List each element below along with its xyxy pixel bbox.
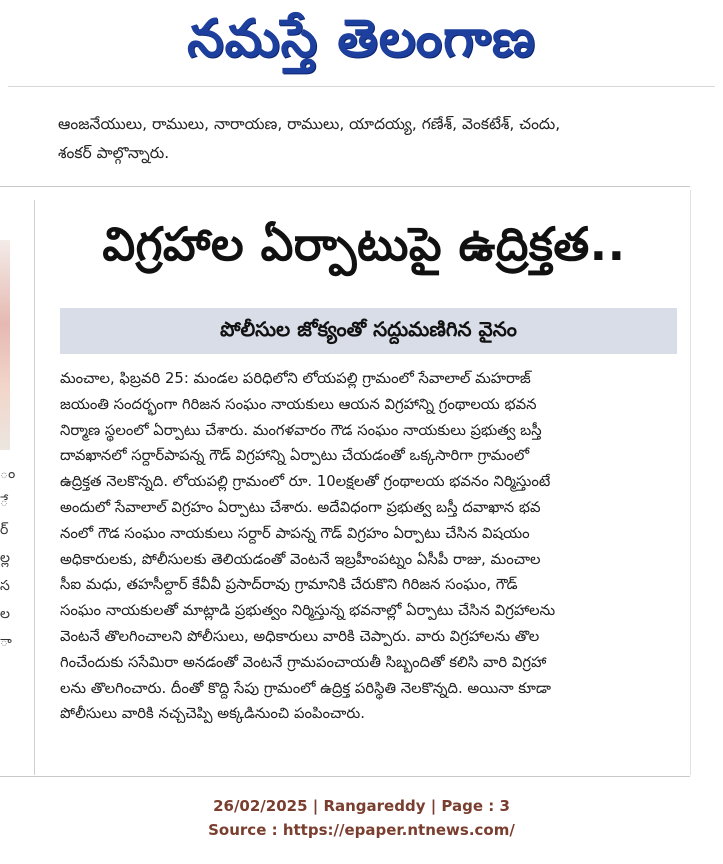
article-body (60, 366, 680, 727)
masthead (0, 0, 723, 78)
article-body-line: మంచాల, ఫిబ్రవరి 25: మండల పరిధిలోని లోయపల్లి గ్రామంలో సేవాలాల్ మహరాజ్ (60, 370, 531, 387)
article-body-line: నిర్మాణ స్థలంలో ఏర్పాటు చేశారు. మంగళవారం గౌడ సంఘం నాయకులు ప్రభుత్వ బస్తీ (60, 421, 542, 439)
previous-article-line: శంకర్ పాల్గొన్నారు. (58, 144, 170, 162)
article-body-line: నంలో గౌడ సంఘం నాయకులు సర్దార్ పాపన్న గౌడ్ విగ్రహం ఏర్పాటు చేసిన విషయం (60, 524, 530, 542)
article-body-line: గించేందుకు ససేమిరా అనడంతో వెంటనే గ్రామపంచాయతీ సిబ్బందితో కలిసి వారి విగ్రహా (60, 653, 547, 671)
fragment: ర్ (0, 522, 9, 538)
fragment: ల (0, 606, 10, 622)
section-divider (0, 186, 690, 187)
top-divider (8, 86, 715, 87)
footer-source-line[interactable]: Source : https://epaper.ntnews.com/ (208, 821, 515, 839)
column-rule (34, 200, 35, 775)
footer-date-line: 26/02/2025 | Rangareddy | Page : 3 (213, 797, 510, 815)
article-body-line: పోలీసులు వారికి నచ్చచెప్పి అక్కడినుంచి పంపించారు. (60, 705, 365, 723)
previous-article-tail (58, 110, 688, 168)
article-body-line: అందులో సేవాలాల్ విగ్రహం ఏర్పాటు చేశారు. అదేవిధంగా ప్రభుత్వ బస్తీ దవాఖాన భవ (60, 498, 541, 516)
bottom-divider (0, 776, 690, 777)
article-body-line: సీఐ మధు, తహసీల్దార్ కేవీవీ ప్రసాద్‌రావు గ్రామానికి చేరుకొని గిరిజన సంఘం, గౌడ్ (60, 576, 518, 594)
fragment: స (0, 578, 10, 594)
newspaper-logo: నమస్తే తెలంగాణ (187, 9, 536, 69)
fragment: ా (0, 634, 12, 650)
previous-article-line: ఆంజనేయులు, రాములు, నారాయణ, రాములు, యాదయ్య, గణేశ్, వెంకటేశ్, చందు, (58, 115, 561, 133)
article-subheadline-box (60, 308, 677, 354)
article-body-line: లను తొలగించారు. దీంతో కొద్ది సేపు గ్రామంలో ఉద్రిక్త పరిస్థితి నెలకొన్నది. అయినా కూడా (60, 679, 551, 697)
article-subheadline: పోలీసుల జోక్యంతో సద్దుమణిగిన వైనం (220, 316, 517, 341)
article-body-line: ఉద్రిక్తత నెలకొన్నది. లోయపల్లి గ్రామంలో రూ. 10లక్షలతో గ్రంథాలయ భవనం నిర్మిస్తుంటే (60, 473, 551, 491)
fragment: ే (0, 494, 9, 510)
article-headline: విగ్రహాల ఏర్పాటుపై ఉద్రిక్తత.. (102, 217, 626, 271)
article-body-line: దావఖానలో సర్దార్‌పాపన్న గౌడ్ విగ్రహాన్ని ఏర్పాటు చేయడంతో ఒక్కసారిగా గ్రామంలో (60, 447, 530, 465)
fragment: ం (0, 466, 16, 482)
page-footer (0, 794, 723, 842)
article-body-line: జయంతి సందర్భంగా గిరిజన సంఘం నాయకులు ఆయన విగ్రహాన్ని గ్రంథాలయ భవన (60, 395, 537, 413)
article-body-line: సంఘం నాయకులతో మాట్లాడి ప్రభుత్వం నిర్మిస్తున్న భవనాల్లో ఏర్పాటు చేసిన విగ్రహాలను (60, 602, 556, 620)
article-body-line: వెంటనే తొలగించాలని పోలీసులు, అధికారులు వారికి చెప్పారు. వారు విగ్రహాలను తొల (60, 627, 540, 645)
fragment: ల్ల (0, 550, 10, 566)
adjacent-photo-edge (0, 240, 10, 450)
article-body-line: అధికారులకు, పోలీసులకు తెలియడంతో వెంటనే ఇబ్రహీంపట్నం ఏసీపీ రాజు, మంచాల (60, 550, 541, 568)
column-rule-right (690, 190, 691, 775)
adjacent-column-fragments (0, 460, 14, 656)
